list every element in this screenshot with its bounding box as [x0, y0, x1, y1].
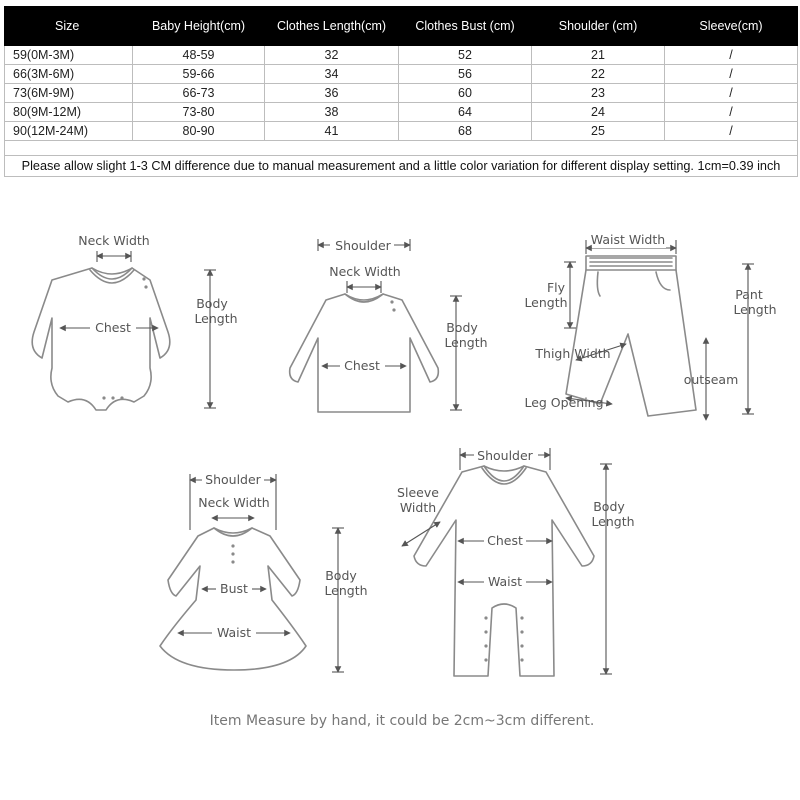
romper-chest-label: Chest: [487, 533, 523, 548]
cell-length: 36: [265, 84, 399, 103]
footer-note: Item Measure by hand, it could be 2cm~3cm different.: [209, 713, 595, 729]
cell-length: 41: [265, 122, 399, 141]
cell-height: 73-80: [133, 103, 265, 122]
cell-height: 48-59: [133, 46, 265, 65]
cell-length: 34: [265, 65, 399, 84]
header-baby-height: Baby Height(cm): [133, 7, 265, 46]
cell-height: 59-66: [133, 65, 265, 84]
dress-neck-label: Neck Width: [198, 495, 270, 510]
pants-outseam-label: outseam: [683, 372, 739, 387]
top-diagram: [290, 237, 488, 412]
cell-shoulder: 24: [532, 103, 665, 122]
bodysuit-chest-label: Chest: [95, 320, 131, 335]
romper-sleeve-label-2: Width: [399, 500, 437, 515]
romper-outline: [414, 466, 594, 676]
pants-leg-opening-label: Leg Opening: [524, 395, 604, 410]
cell-sleeve: /: [665, 46, 798, 65]
pants-length-label-2: Length: [733, 302, 777, 317]
romper-diagram: [397, 447, 635, 676]
cell-sleeve: /: [665, 122, 798, 141]
dress-waist-label: Waist: [216, 625, 252, 640]
cell-size: 59(0M-3M): [5, 46, 133, 65]
cell-sleeve: /: [665, 103, 798, 122]
cell-bust: 52: [399, 46, 532, 65]
bodysuit-diagram: [32, 233, 237, 410]
pants-length-label-1: Pant: [735, 287, 763, 302]
cell-height: 66-73: [133, 84, 265, 103]
dress-diagram: [160, 472, 368, 672]
pants-fly-label-2: Length: [524, 295, 568, 310]
bodysuit-length-label-2: Length: [194, 311, 238, 326]
header-sleeve: Sleeve(cm): [665, 7, 798, 46]
bodysuit-outline: [32, 268, 170, 410]
top-neck-label: Neck Width: [329, 264, 401, 279]
cell-size: 73(6M-9M): [5, 84, 133, 103]
pants-thigh-label: Thigh Width: [535, 346, 611, 361]
romper-waist-label: Waist: [487, 574, 523, 589]
cell-length: 38: [265, 103, 399, 122]
cell-size: 80(9M-12M): [5, 103, 133, 122]
cell-bust: 64: [399, 103, 532, 122]
romper-length-label-2: Length: [591, 514, 635, 529]
cell-shoulder: 23: [532, 84, 665, 103]
cell-bust: 60: [399, 84, 532, 103]
pants-diagram: [524, 232, 776, 420]
pants-outline: [566, 256, 696, 416]
bodysuit-length-label-1: Body: [196, 296, 228, 311]
dress-outline: [160, 528, 306, 670]
cell-size: 66(3M-6M): [5, 65, 133, 84]
pants-fly-label-1: Fly: [546, 280, 566, 295]
header-clothes-bust: Clothes Bust (cm): [399, 7, 532, 46]
cell-length: 32: [265, 46, 399, 65]
cell-sleeve: /: [665, 84, 798, 103]
romper-length-label-1: Body: [593, 499, 625, 514]
romper-shoulder-label: Shoulder: [477, 448, 533, 463]
cell-shoulder: 22: [532, 65, 665, 84]
bodysuit-neck-label: Neck Width: [78, 233, 150, 248]
cell-shoulder: 21: [532, 46, 665, 65]
cell-size: 90(12M-24M): [5, 122, 133, 141]
top-length-label-2: Length: [444, 335, 488, 350]
cell-shoulder: 25: [532, 122, 665, 141]
romper-sleeve-label-1: Sleeve: [397, 485, 439, 500]
header-clothes-length: Clothes Length(cm): [265, 7, 399, 46]
top-shoulder-label: Shoulder: [335, 238, 391, 253]
top-chest-label: Chest: [344, 358, 380, 373]
header-size: Size: [5, 7, 133, 46]
dress-length-label-2: Length: [324, 583, 368, 598]
cell-sleeve: /: [665, 65, 798, 84]
header-shoulder: Shoulder (cm): [532, 7, 665, 46]
dress-length-label-1: Body: [325, 568, 357, 583]
measurement-note: Please allow slight 1-3 CM difference due to manual measurement and a little color variation for different display setting. 1cm=0.39 inch: [5, 156, 798, 177]
pants-waist-label: Waist Width: [590, 232, 666, 247]
cell-bust: 68: [399, 122, 532, 141]
cell-bust: 56: [399, 65, 532, 84]
cell-height: 80-90: [133, 122, 265, 141]
dress-shoulder-label: Shoulder: [205, 472, 261, 487]
dress-bust-label: Bust: [220, 581, 248, 596]
top-outline: [290, 294, 439, 412]
top-length-label-1: Body: [446, 320, 478, 335]
